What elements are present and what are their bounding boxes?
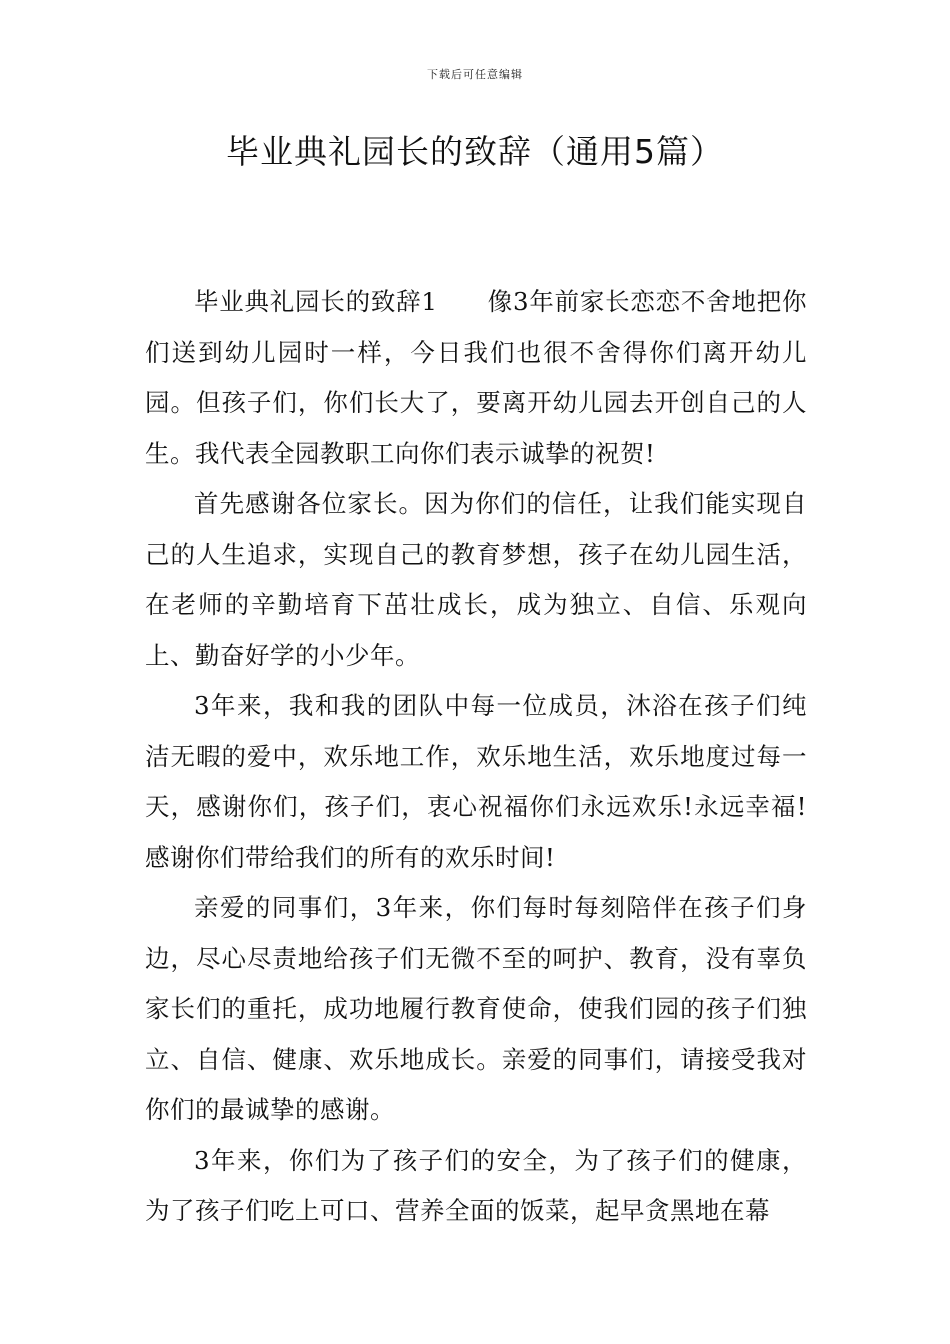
header-note: 下载后可任意编辑 <box>427 68 523 81</box>
paragraph-5: 3年来，你们为了孩子们的安全，为了孩子们的健康，为了孩子们吃上可口、营养全面的饭菜，起早贪黑地在幕 <box>145 1145 807 1225</box>
paragraph-1 <box>145 277 807 479</box>
paragraph-3: 3年来，我和我的团队中每一位成员，沐浴在孩子们纯洁无暇的爱中，欢乐地工作，欢乐地生活，欢乐地度过每一天，感谢你们，孩子们，衷心祝福你们永远欢乐!永远幸福!感谢你们带给我们的所有的欢乐时间! <box>145 691 807 872</box>
document-body <box>145 277 807 1237</box>
paragraph-4: 亲爱的同事们，3年来，你们每时每刻陪伴在孩子们身边，尽心尽责地给孩子们无微不至的呵护、教育，没有辜负家长们的重托，成功地履行教育使命，使我们园的孩子们独立、自信、健康、欢乐地成长。亲爱的同事们，请接受我对你们的最诚挚的感谢。 <box>145 893 807 1124</box>
paragraph-1-text: 像3年前家长恋恋不舍地把你们送到幼儿园时一样，今日我们也很不舍得你们离开幼儿园。但孩子们，你们长大了，要离开幼儿园去开创自己的人生。我代表全园教职工向你们表示诚挚的祝贺! <box>145 287 807 468</box>
paragraph-2: 首先感谢各位家长。因为你们的信任，让我们能实现自己的人生追求，实现自己的教育梦想，孩子在幼儿园生活，在老师的辛勤培育下茁壮成长，成为独立、自信、乐观向上、勤奋好学的小少年。 <box>145 489 807 670</box>
section-heading: 毕业典礼园长的致辞1 <box>194 287 438 316</box>
document-title: 毕业典礼园长的致辞（通用5篇） <box>226 132 724 171</box>
